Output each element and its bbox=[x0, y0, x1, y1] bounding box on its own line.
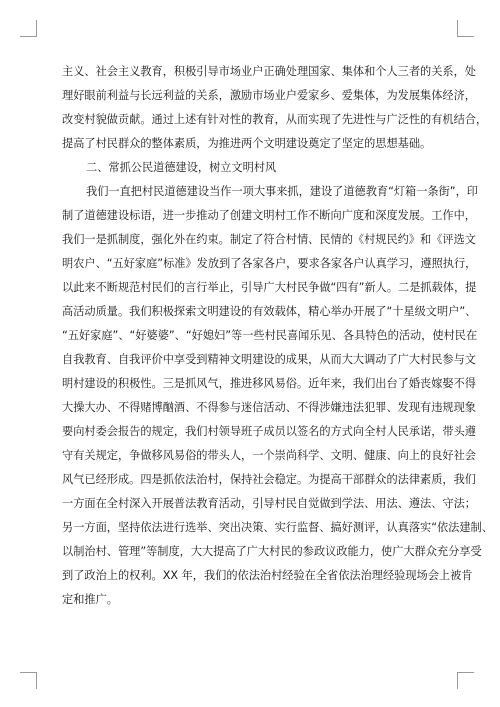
text-line: 自我教育、自我评价中享受到精神文明建设的成果，从而大大调动了广大村民参与文 bbox=[62, 353, 476, 366]
text-line: 定和推广。 bbox=[62, 593, 118, 606]
text-line: 制了道德建设标语，进一步推动了创建文明村工作不断向广度和深度发展。工作中， bbox=[62, 209, 476, 222]
text-line: 改变村貌做贡献。通过上述有针对性的教育，从而实现了先进性与广泛性的有机结合， bbox=[62, 113, 488, 126]
crop-mark-bottom-left bbox=[20, 672, 37, 689]
text-line: 我们一是抓制度，强化外在约束。制定了符合村情、民情的《村规民约》和《评选文 bbox=[62, 233, 476, 246]
text-line: 以此来不断规范村民们的言行举止，引导广大村民争做“四有”新人。二是抓载体，提 bbox=[62, 281, 477, 294]
text-line: 守有关规定，争做移风易俗的带头人，一个崇尚科学、文明、健康、向上的良好社会 bbox=[62, 449, 476, 462]
text-line: 一方面在全村深入开展普法教育活动，引导村民自觉做到学法、用法、遵法、守法； bbox=[62, 497, 476, 510]
text-line: 理好眼前利益与长远利益的关系，激励市场业户爱家乡、爱集体，为发展集体经济， bbox=[62, 89, 476, 102]
text-line: 以制治村、管理”等制度，大大提高了广大村民的参政议政能力，使广大群众充分享受 bbox=[62, 545, 482, 558]
text-line: 提高了村民群众的整体素质，为推进两个文明建设奠定了坚定的思想基础。 bbox=[62, 137, 432, 150]
crop-mark-bottom-right bbox=[457, 672, 474, 689]
text-line: 明农户、“五好家庭”标准》发放到了各家各户，要求各家各户认真学习，遵照执行， bbox=[62, 257, 477, 270]
text-line: 主义、社会主义教育，积极引导市场业户正确处理国家、集体和个人三者的关系，处 bbox=[62, 65, 476, 78]
paragraph-first-line: 我们一直把村民道德建设当作一项大事来抓，建设了道德教育“灯箱一条街”，印 bbox=[86, 185, 478, 198]
text-line: 风气已经形成。四是抓依法治村，保持社会稳定。为提高干部群众的法律素质，我们 bbox=[62, 473, 476, 486]
text-line: 到了政治上的权利。XX 年，我们的依法治村经验在全省依法治理经验现场会上被肯 bbox=[62, 569, 473, 582]
text-line: 明村建设的积极性。三是抓风气，推进移风易俗。近年来，我们出台了婚丧嫁娶不得 bbox=[62, 377, 476, 390]
text-line: 大操大办、不得赌博酗酒、不得参与迷信活动、不得涉嫌违法犯罪、发现有违规现象 bbox=[62, 401, 476, 414]
section-heading: 二、常抓公民道德建设，树立文明村风 bbox=[86, 161, 277, 174]
text-line: 要向村委会报告的规定，我们村领导班子成员以签名的方式向全村人民承诺，带头遵 bbox=[62, 425, 476, 438]
text-line: 另一方面，坚持依法进行选举、突出决策、实行监督、搞好测评，认真落实“依法建制、 bbox=[62, 521, 493, 534]
text-line: “五好家庭”、“好婆婆”、“好媳妇”等一些村民喜闻乐见、各具特色的活动，使村民在 bbox=[62, 329, 478, 342]
crop-mark-top-right bbox=[457, 20, 474, 37]
text-line: 高活动质量。我们积极探索文明建设的有效载体，精心举办开展了“十星级文明户”、 bbox=[62, 305, 477, 318]
crop-mark-top-left bbox=[20, 20, 37, 37]
